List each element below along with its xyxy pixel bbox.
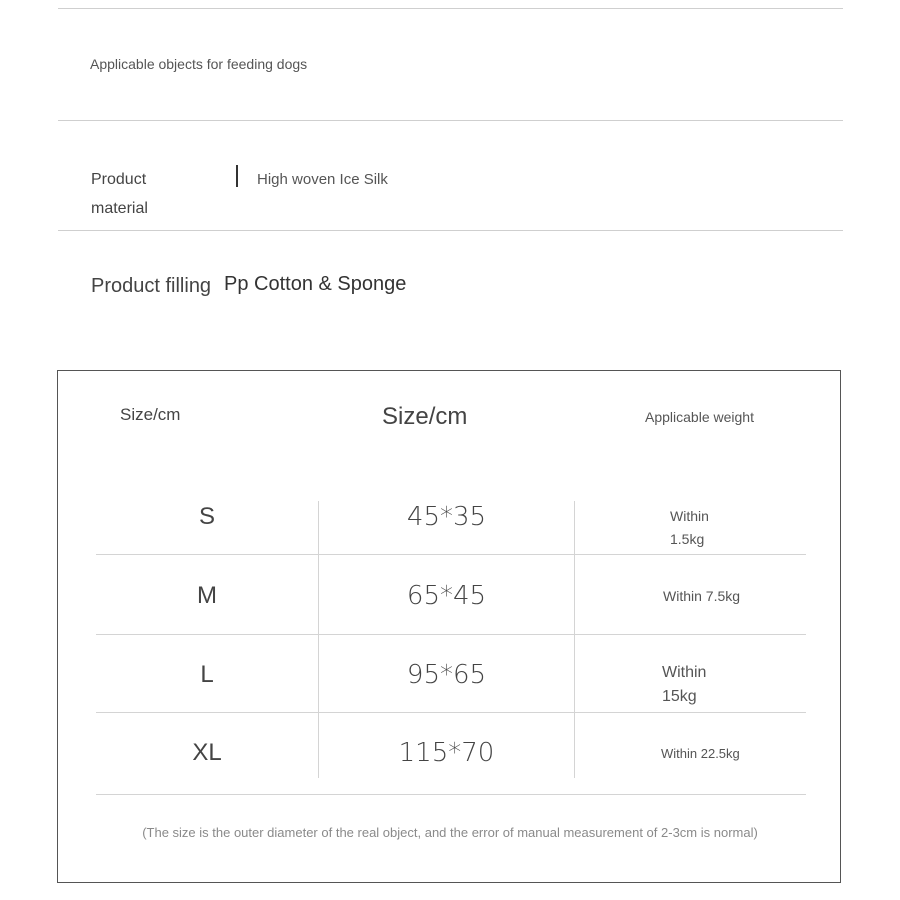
column-divider [574, 501, 575, 778]
weight-cell: Within 15kg [662, 664, 707, 705]
size-cell: M [197, 582, 217, 609]
size-cell: L [200, 661, 214, 688]
applicable-objects-text: Applicable objects for feeding dogs [90, 56, 308, 72]
measurement-note: (The size is the outer diameter of the real object, and the error of manual measurement of 2-3cm is normal) [142, 825, 758, 840]
row-divider [96, 712, 806, 713]
column-divider [318, 501, 319, 778]
dimensions-cell: 115*70 [398, 738, 495, 768]
material-separator [236, 165, 238, 187]
divider-material [58, 230, 843, 231]
size-cell: S [198, 503, 215, 530]
material-value: High woven Ice Silk [257, 171, 388, 188]
weight-cell: Within 22.5kg [661, 746, 740, 761]
size-cell: XL [192, 739, 222, 766]
size-table [57, 370, 841, 883]
material-label: Product material [91, 171, 148, 217]
row-divider [96, 634, 806, 635]
weight-cell: Within 1.5kg [670, 508, 709, 547]
dimensions-cell: 95*65 [406, 660, 487, 690]
weight-cell: Within 7.5kg [663, 588, 741, 604]
header-applicable-weight: Applicable weight [645, 409, 754, 425]
dimensions-cell: 45*35 [406, 502, 487, 532]
filling-value: Pp Cotton & Sponge [224, 273, 407, 295]
row-divider [96, 554, 806, 555]
filling-label: Product filling [91, 275, 212, 297]
divider-top [58, 8, 843, 9]
row-divider [96, 794, 806, 795]
header-size-cm: Size/cm [120, 405, 181, 424]
header-dimensions: Size/cm [382, 403, 468, 430]
divider-objects [58, 120, 843, 121]
dimensions-cell: 65*45 [406, 581, 487, 611]
